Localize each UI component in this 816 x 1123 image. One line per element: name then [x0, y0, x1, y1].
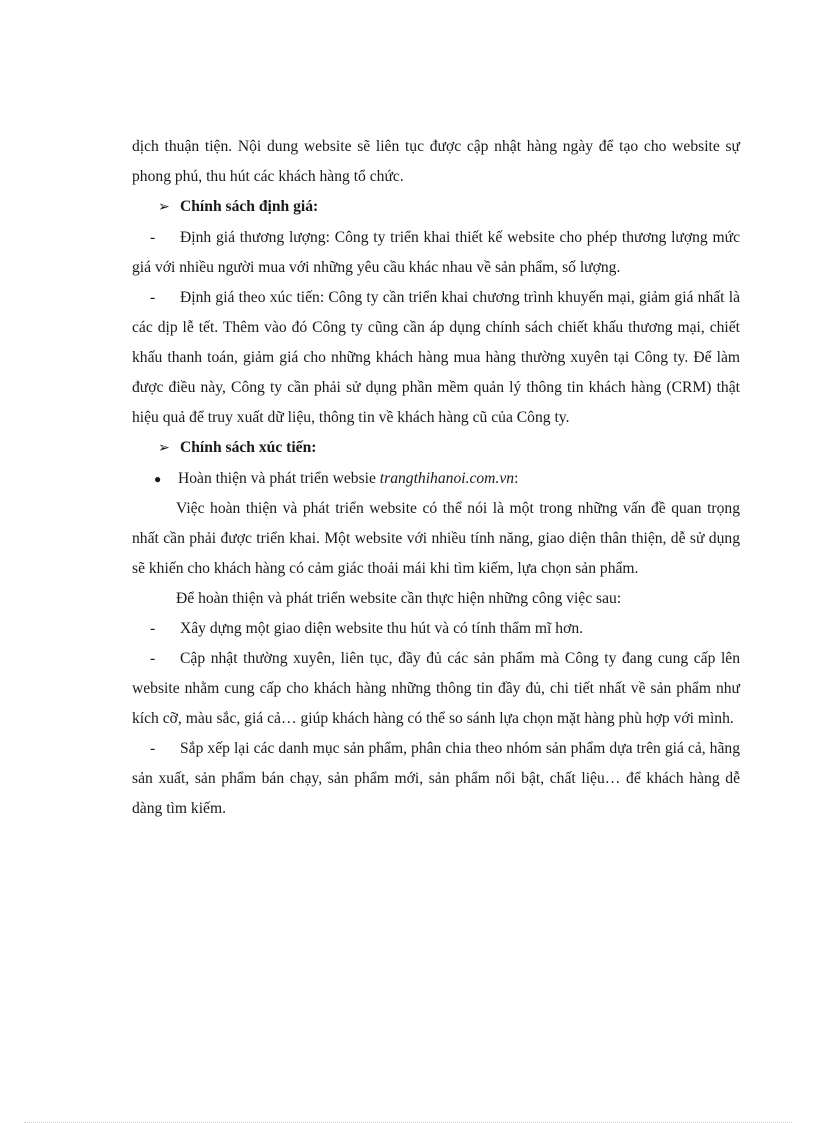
pricing-policy-heading-text: Chính sách định giá: — [180, 198, 319, 215]
pricing-item-promotion-text: Định giá theo xúc tiến: Công ty cần triển khai chương trình khuyến mại, giảm giá nhất là các dịp lễ tết. Thêm vào đó Công ty cũng cần áp dụng chính sách chiết khấu thương mại, chiết khấu thanh toán, giảm giá cho những khách hàng mua hàng thường xuyên tại Công ty. Để làm được điều này, Công ty cần phải sử dụng phần mềm quản lý thông tin khách hàng (CRM) thật hiệu quả để truy xuất dữ liệu, thông tin về khách hàng cũ của Công ty. — [132, 289, 740, 426]
website-domain: trangthihanoi.com.vn — [379, 470, 515, 487]
website-paragraph: Việc hoàn thiện và phát triển website có thể nói là một trong những vấn đề quan trọng nhất cần phải được triển khai. Một website với nhiều tính năng, giao diện thân thiện, dễ sử dụng sẽ khiến cho khách hàng có cảm giác thoải mái khi tìm kiếm, lựa chọn sản phẩm. — [132, 500, 740, 577]
website-bullet-prefix: Hoàn thiện và phát triển websie — [178, 470, 380, 487]
intro-paragraph: dịch thuận tiện. Nội dung website sẽ liên tục được cập nhật hàng ngày để tạo cho website sự phong phú, thu hút các khách hàng tổ chức. — [132, 138, 740, 185]
dash-marker: - — [150, 620, 156, 637]
website-bullet-text — [178, 464, 518, 494]
task-item — [132, 614, 740, 644]
arrow-bullet-icon: ➢ — [158, 441, 170, 456]
document-body — [132, 132, 740, 824]
tasks-intro-paragraph: Để hoàn thiện và phát triển website cần thực hiện những công việc sau: — [176, 590, 622, 607]
dash-marker: - — [150, 229, 156, 246]
task-item — [132, 644, 740, 734]
task-item-text: Sắp xếp lại các danh mục sản phẩm, phân chia theo nhóm sản phẩm dựa trên giá cả, hãng sản xuất, sản phẩm bán chạy, sản phẩm mới, sản phẩm nổi bật, chất liệu… để khách hàng dễ dàng tìm kiếm. — [132, 740, 740, 817]
pricing-item-negotiation — [132, 223, 740, 283]
task-item-text: Xây dựng một giao diện website thu hút và có tính thẩm mĩ hơn. — [180, 620, 584, 637]
promotion-policy-heading — [132, 433, 740, 464]
pricing-item-negotiation-text: Định giá thương lượng: Công ty triển khai thiết kế website cho phép thương lượng mức giá với nhiều người mua với những yêu cầu khác nhau về sản phẩm, số lượng. — [132, 229, 740, 276]
round-bullet-icon: ● — [154, 472, 162, 486]
task-item-text: Cập nhật thường xuyên, liên tục, đầy đủ các sản phẩm mà Công ty đang cung cấp lên website nhằm cung cấp cho khách hàng những thông tin đầy đủ, chi tiết nhất về sản phẩm như kích cỡ, màu sắc, giá cả… giúp khách hàng có thể so sánh lựa chọn mặt hàng phù hợp với mình. — [132, 650, 740, 727]
task-item — [132, 734, 740, 824]
website-bullet-suffix: : — [514, 470, 519, 487]
website-bullet — [132, 464, 740, 494]
dash-marker: - — [150, 289, 156, 306]
pricing-policy-heading — [132, 192, 740, 223]
pricing-item-promotion — [132, 283, 740, 433]
dash-marker: - — [150, 740, 156, 757]
promotion-policy-heading-text: Chính sách xúc tiến: — [180, 439, 317, 456]
dash-marker: - — [150, 650, 156, 667]
arrow-bullet-icon: ➢ — [158, 200, 170, 215]
